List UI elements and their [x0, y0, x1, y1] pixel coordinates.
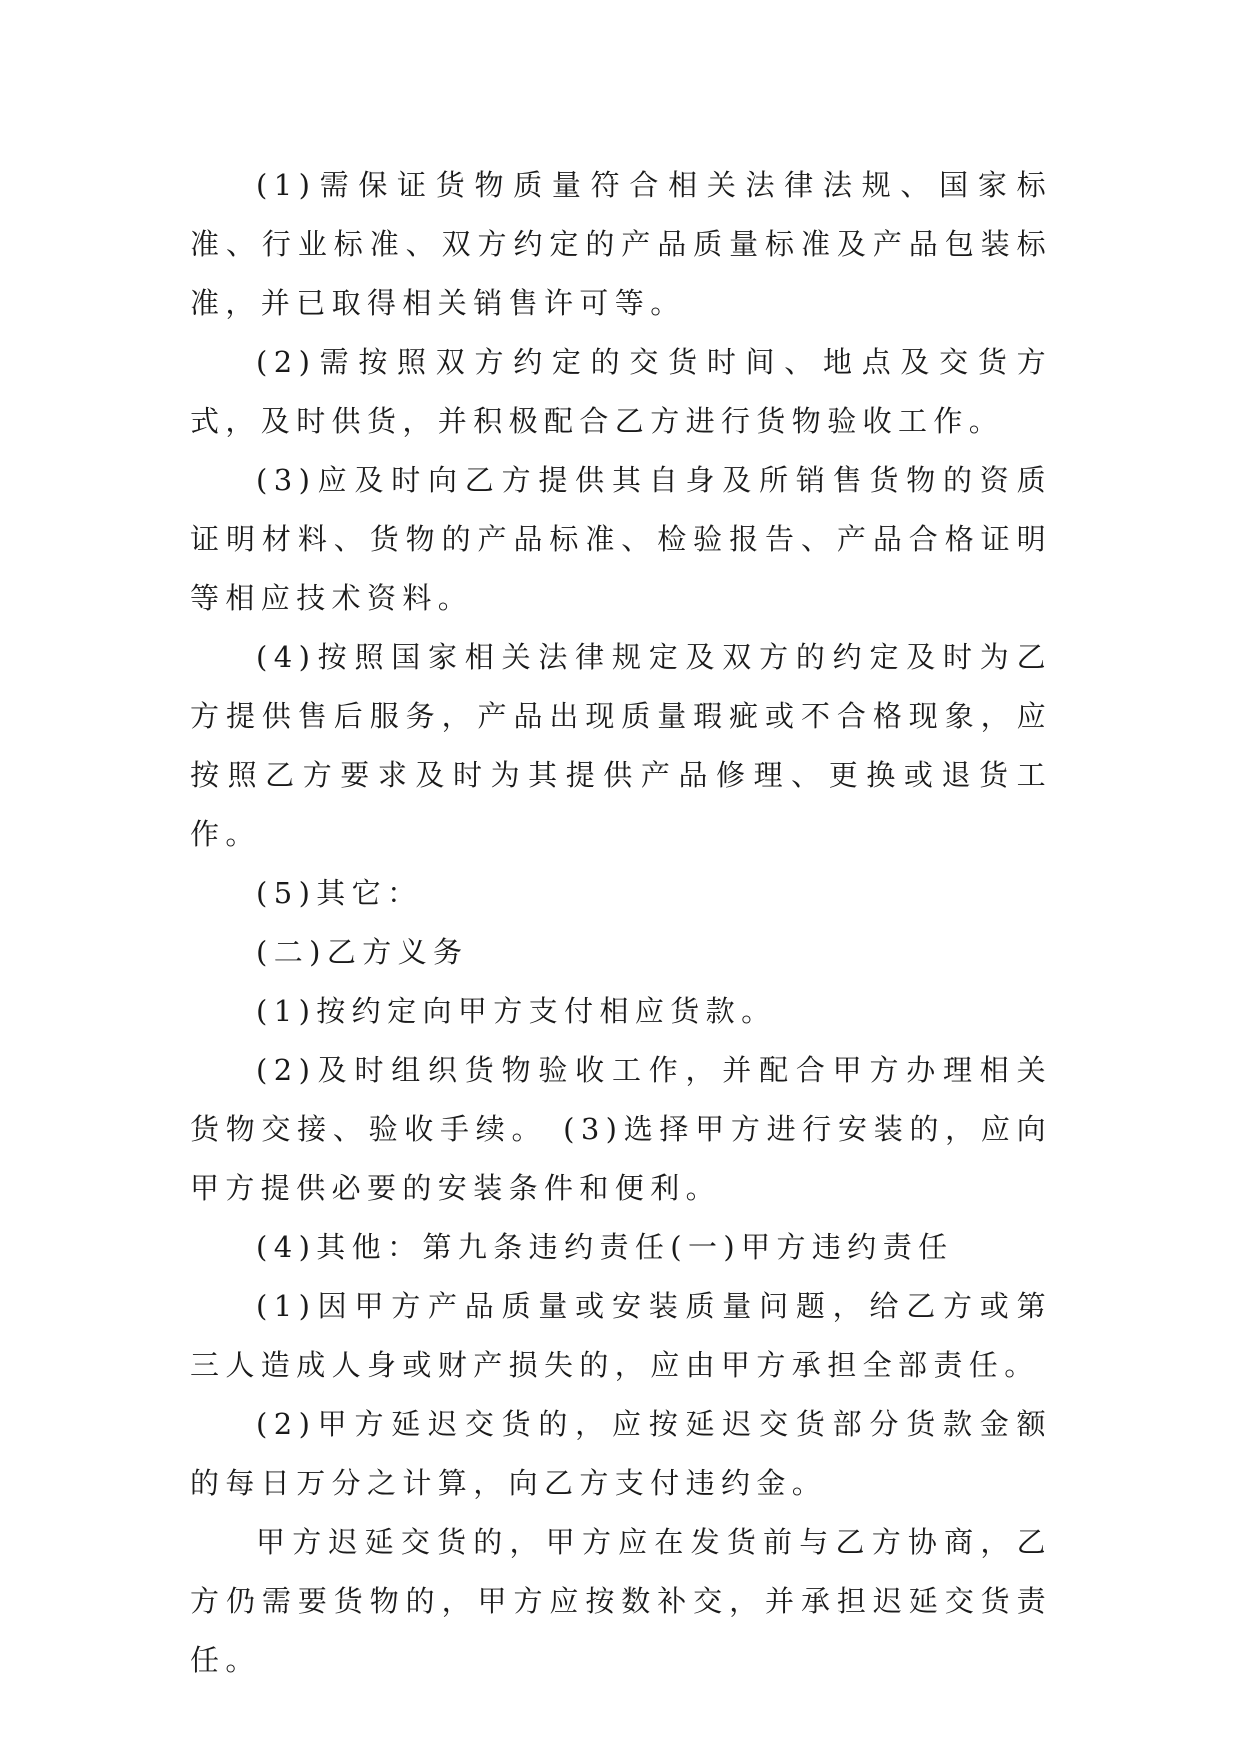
paragraph-3: (3)应及时向乙方提供其自身及所销售货物的资质证明材料、货物的产品标准、检验报告、产品合格证明等相应技术资料。 [190, 463, 1052, 615]
paragraph-9: (4)其他：第九条违约责任(一)甲方违约责任 [256, 1230, 954, 1264]
paragraph-10: (1)因甲方产品质量或安装质量问题，给乙方或第三人造成人身或财产损失的，应由甲方承担全部责任。 [190, 1289, 1052, 1382]
paragraph-11: (2)甲方延迟交货的，应按延迟交货部分货款金额的每日万分之计算，向乙方支付违约金。 [190, 1407, 1052, 1500]
paragraph-7: (1)按约定向甲方支付相应货款。 [256, 994, 777, 1028]
section-heading-party-b-obligations: (二)乙方义务 [256, 935, 469, 969]
paragraph-12: 甲方迟延交货的，甲方应在发货前与乙方协商，乙方仍需要货物的，甲方应按数补交，并承担迟延交货责任。 [190, 1525, 1052, 1677]
document-page [190, 156, 1052, 1690]
paragraph-8: (2)及时组织货物验收工作，并配合甲方办理相关货物交接、验收手续。 (3)选择甲方进行安装的，应向甲方提供必要的安装条件和便利。 [190, 1053, 1052, 1205]
paragraph-1: (1)需保证货物质量符合相关法律法规、国家标准、行业标准、双方约定的产品质量标准及产品包装标准，并已取得相关销售许可等。 [190, 168, 1052, 320]
paragraph-2: (2)需按照双方约定的交货时间、地点及交货方式，及时供货，并积极配合乙方进行货物验收工作。 [190, 345, 1052, 438]
paragraph-5: (5)其它： [256, 876, 423, 910]
paragraph-4: (4)按照国家相关法律规定及双方的约定及时为乙方提供售后服务，产品出现质量瑕疵或不合格现象，应按照乙方要求及时为其提供产品修理、更换或退货工作。 [190, 640, 1052, 851]
